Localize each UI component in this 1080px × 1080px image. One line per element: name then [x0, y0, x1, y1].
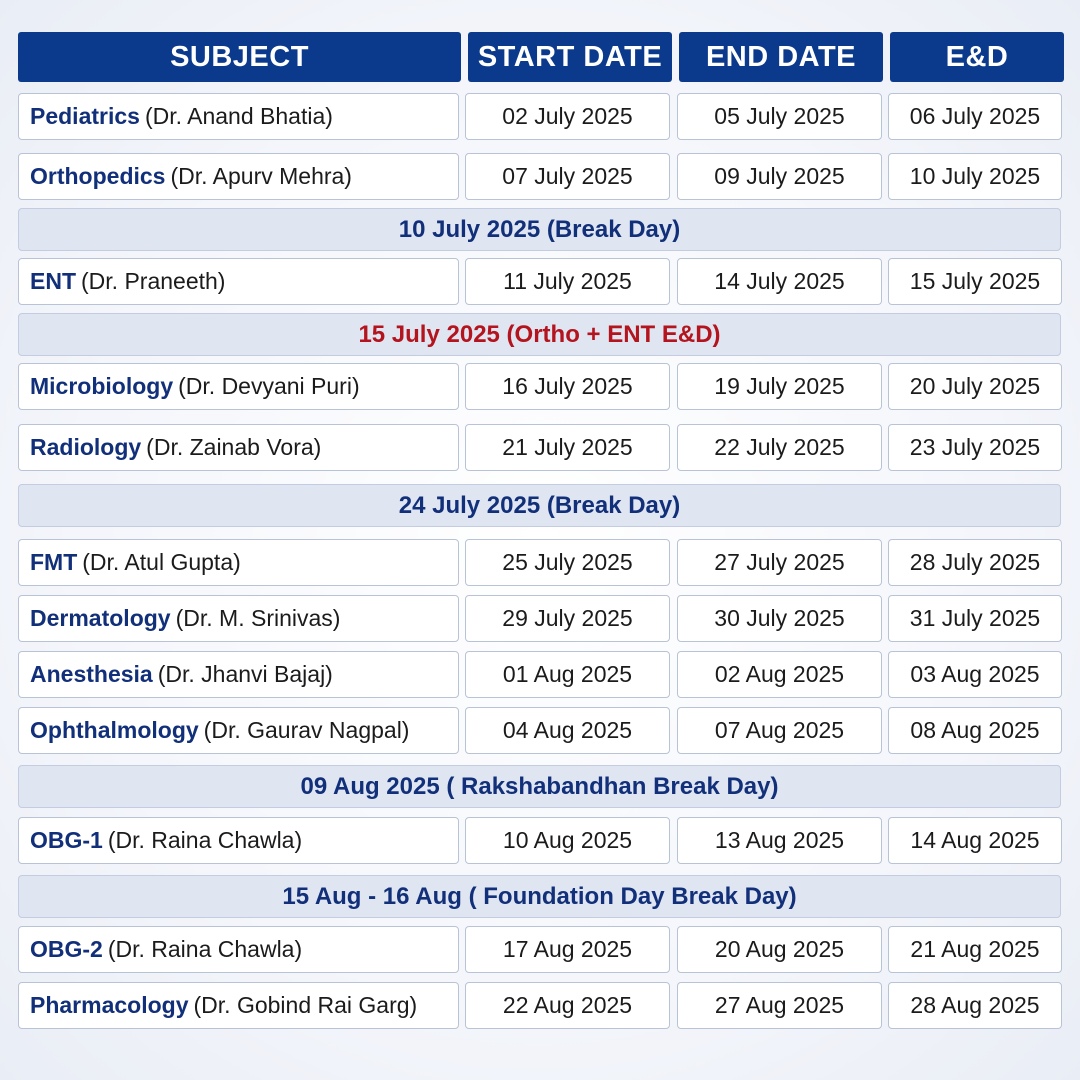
subject-cell — [18, 363, 459, 410]
end-date-cell: 07 Aug 2025 — [677, 707, 882, 754]
end-date-cell: 27 July 2025 — [677, 539, 882, 586]
subject-name: Pediatrics — [30, 103, 140, 129]
doctor-name: (Dr. Gaurav Nagpal) — [203, 717, 410, 743]
start-date-cell: 22 Aug 2025 — [465, 982, 670, 1029]
subject-cell — [18, 926, 459, 973]
ed-date-cell: 28 Aug 2025 — [888, 982, 1062, 1029]
subject-name: FMT — [30, 549, 78, 575]
start-date-cell: 04 Aug 2025 — [465, 707, 670, 754]
subject-name: OBG-1 — [30, 827, 103, 853]
ed-date-cell: 23 July 2025 — [888, 424, 1062, 471]
start-date-cell: 17 Aug 2025 — [465, 926, 670, 973]
doctor-name: (Dr. Gobind Rai Garg) — [193, 992, 418, 1018]
doctor-name: (Dr. Raina Chawla) — [107, 827, 303, 853]
doctor-name: (Dr. Praneeth) — [81, 268, 226, 294]
end-date-cell: 30 July 2025 — [677, 595, 882, 642]
ed-date-cell: 31 July 2025 — [888, 595, 1062, 642]
subject-cell — [18, 153, 459, 200]
subject-name: Dermatology — [30, 605, 171, 631]
doctor-name: (Dr. Jhanvi Bajaj) — [157, 661, 333, 687]
subject-cell — [18, 651, 459, 698]
start-date-cell: 07 July 2025 — [465, 153, 670, 200]
doctor-name: (Dr. Apurv Mehra) — [170, 163, 352, 189]
header-ed: E&D — [890, 32, 1064, 82]
doctor-name: (Dr. Atul Gupta) — [82, 549, 241, 575]
end-date-cell: 14 July 2025 — [677, 258, 882, 305]
doctor-name: (Dr. Devyani Puri) — [178, 373, 360, 399]
subject-cell — [18, 258, 459, 305]
header-start-date: START DATE — [468, 32, 672, 82]
doctor-name: (Dr. Anand Bhatia) — [144, 103, 333, 129]
subject-name: Radiology — [30, 434, 142, 460]
doctor-name: (Dr. Zainab Vora) — [146, 434, 322, 460]
subject-cell — [18, 595, 459, 642]
start-date-cell: 29 July 2025 — [465, 595, 670, 642]
start-date-cell: 01 Aug 2025 — [465, 651, 670, 698]
end-date-cell: 05 July 2025 — [677, 93, 882, 140]
start-date-cell: 25 July 2025 — [465, 539, 670, 586]
break-day-banner: 10 July 2025 (Break Day) — [18, 208, 1061, 251]
ed-date-cell: 28 July 2025 — [888, 539, 1062, 586]
ed-date-cell: 21 Aug 2025 — [888, 926, 1062, 973]
subject-name: Microbiology — [30, 373, 174, 399]
ed-date-cell: 08 Aug 2025 — [888, 707, 1062, 754]
subject-cell — [18, 424, 459, 471]
break-day-banner: 15 July 2025 (Ortho + ENT E&D) — [18, 313, 1061, 356]
end-date-cell: 22 July 2025 — [677, 424, 882, 471]
end-date-cell: 19 July 2025 — [677, 363, 882, 410]
subject-name: Anesthesia — [30, 661, 153, 687]
subject-name: Ophthalmology — [30, 717, 199, 743]
end-date-cell: 09 July 2025 — [677, 153, 882, 200]
header-end-date: END DATE — [679, 32, 883, 82]
ed-date-cell: 06 July 2025 — [888, 93, 1062, 140]
subject-cell — [18, 982, 459, 1029]
start-date-cell: 11 July 2025 — [465, 258, 670, 305]
subject-cell — [18, 93, 459, 140]
subject-name: ENT — [30, 268, 76, 294]
break-day-banner: 24 July 2025 (Break Day) — [18, 484, 1061, 527]
subject-cell — [18, 817, 459, 864]
end-date-cell: 27 Aug 2025 — [677, 982, 882, 1029]
doctor-name: (Dr. M. Srinivas) — [175, 605, 341, 631]
ed-date-cell: 20 July 2025 — [888, 363, 1062, 410]
start-date-cell: 16 July 2025 — [465, 363, 670, 410]
end-date-cell: 20 Aug 2025 — [677, 926, 882, 973]
ed-date-cell: 15 July 2025 — [888, 258, 1062, 305]
subject-name: Orthopedics — [30, 163, 166, 189]
end-date-cell: 02 Aug 2025 — [677, 651, 882, 698]
ed-date-cell: 14 Aug 2025 — [888, 817, 1062, 864]
subject-cell — [18, 539, 459, 586]
start-date-cell: 02 July 2025 — [465, 93, 670, 140]
break-day-banner: 15 Aug - 16 Aug ( Foundation Day Break Day) — [18, 875, 1061, 918]
ed-date-cell: 10 July 2025 — [888, 153, 1062, 200]
subject-name: Pharmacology — [30, 992, 189, 1018]
header-subject: SUBJECT — [18, 32, 461, 82]
start-date-cell: 10 Aug 2025 — [465, 817, 670, 864]
subject-name: OBG-2 — [30, 936, 103, 962]
start-date-cell: 21 July 2025 — [465, 424, 670, 471]
doctor-name: (Dr. Raina Chawla) — [107, 936, 303, 962]
end-date-cell: 13 Aug 2025 — [677, 817, 882, 864]
subject-cell — [18, 707, 459, 754]
ed-date-cell: 03 Aug 2025 — [888, 651, 1062, 698]
break-day-banner: 09 Aug 2025 ( Rakshabandhan Break Day) — [18, 765, 1061, 808]
